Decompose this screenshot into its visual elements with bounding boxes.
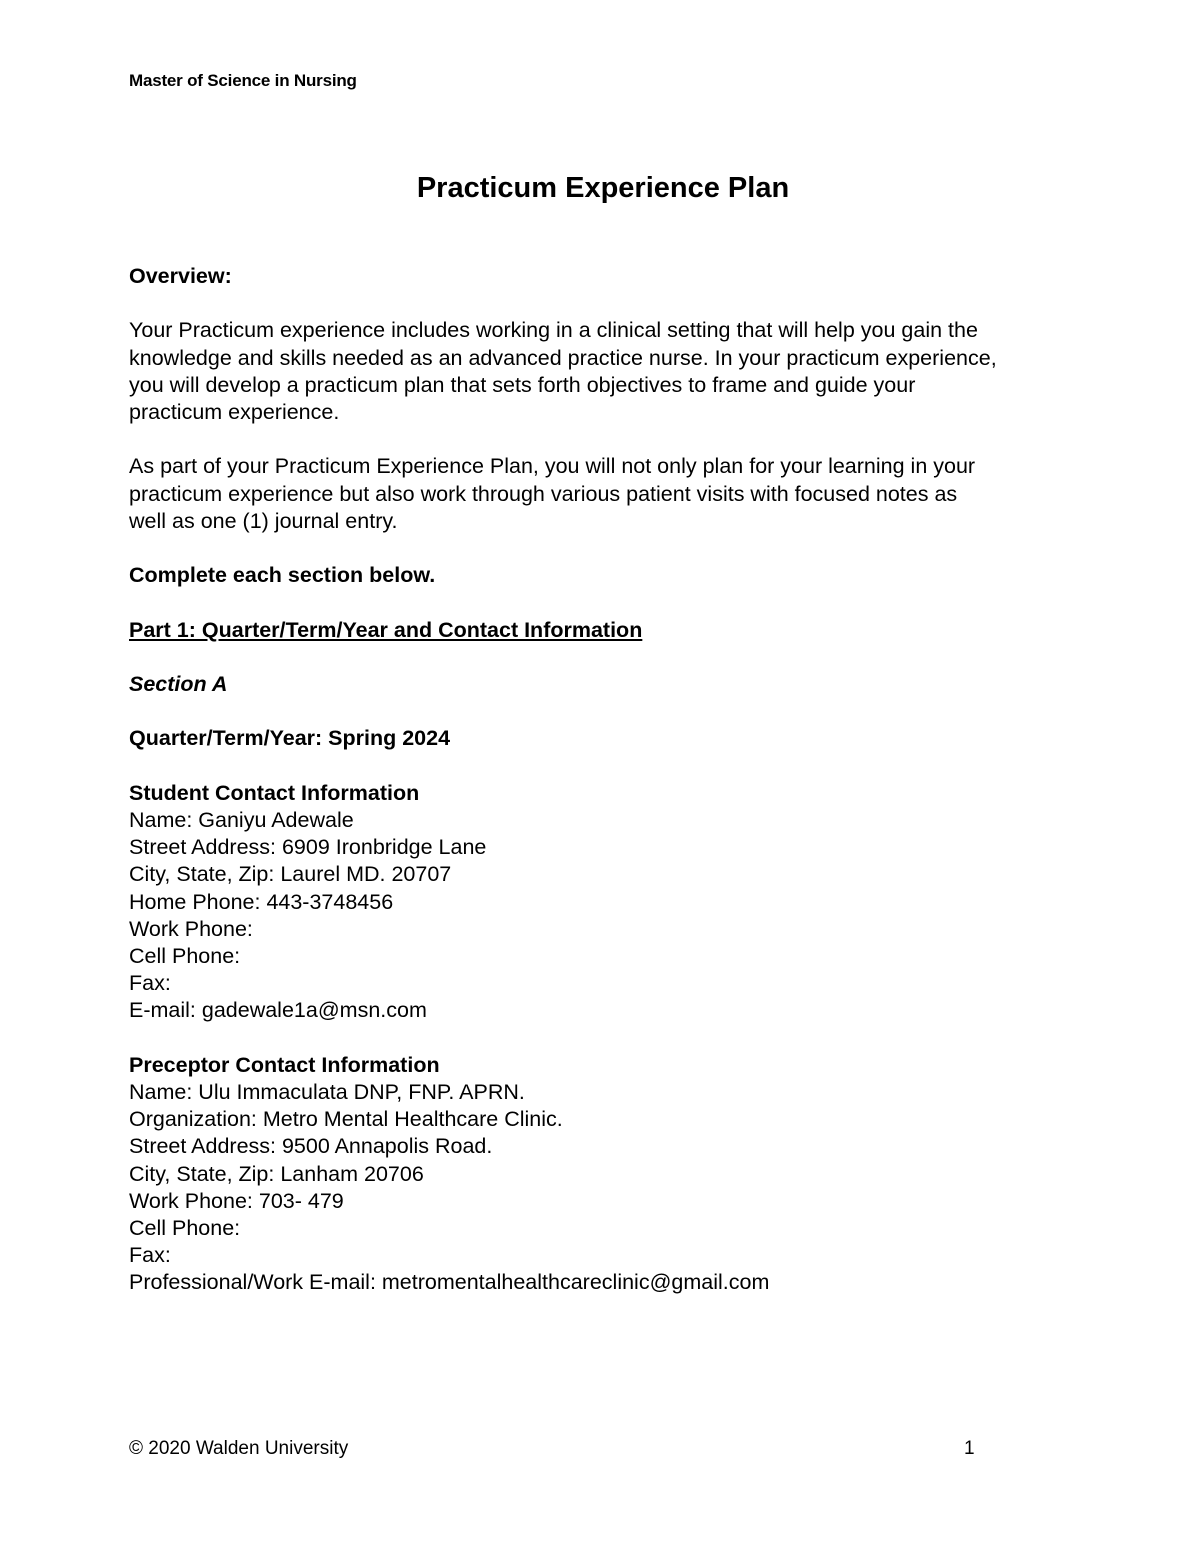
preceptor-fax: Fax: [129,1243,171,1268]
student-name: Name: Ganiyu Adewale [129,807,354,832]
student-work-phone: Work Phone: [129,916,253,941]
student-fax: Fax: [129,971,171,996]
student-contact-heading: Student Contact Information [129,780,420,805]
preceptor-city-state-zip: City, State, Zip: Lanham 20706 [129,1161,424,1186]
text-line: practicum experience but also work through various patient visits with focused notes as [129,481,958,506]
text-line: As part of your Practicum Experience Plan, you will not only plan for your learning in your [129,454,976,479]
student-cell-phone: Cell Phone: [129,943,241,968]
preceptor-contact-block [129,1052,1089,1297]
preceptor-contact-heading: Preceptor Contact Information [129,1052,440,1077]
footer-page-number: 1 [964,1438,975,1459]
student-street-address: Street Address: 6909 Ironbridge Lane [129,835,487,860]
text-line: well as one (1) journal entry. [129,508,398,533]
text-line: you will develop a practicum plan that sets forth objectives to frame and guide your [129,372,916,397]
overview-paragraph-2 [129,453,1089,535]
preceptor-work-phone: Work Phone: 703- 479 [129,1188,344,1213]
student-contact-block [129,780,1089,1025]
part1-heading: Part 1: Quarter/Term/Year and Contact Information [129,617,643,642]
preceptor-email: Professional/Work E-mail: metromentalhealthcareclinic@gmail.com [129,1270,770,1295]
student-home-phone: Home Phone: 443-3748456 [129,889,394,914]
student-city-state-zip: City, State, Zip: Laurel MD. 20707 [129,862,452,887]
preceptor-name: Name: Ulu Immaculata DNP, FNP. APRN. [129,1079,525,1104]
preceptor-cell-phone: Cell Phone: [129,1215,241,1240]
student-email: E-mail: gadewale1a@msn.com [129,998,427,1023]
footer-copyright: © 2020 Walden University [129,1438,349,1459]
overview-paragraph-1 [129,317,1089,426]
text-line: knowledge and skills needed as an advanced practice nurse. In your practicum experience, [129,345,997,370]
document-header: Master of Science in Nursing [129,71,357,90]
document-body [129,263,1089,1297]
instruction-text: Complete each section below. [129,563,436,588]
section-a-heading: Section A [129,671,228,696]
text-line: practicum experience. [129,400,340,424]
term-line: Quarter/Term/Year: Spring 2024 [129,726,451,751]
overview-heading: Overview: [129,264,232,288]
preceptor-street-address: Street Address: 9500 Annapolis Road. [129,1134,493,1159]
preceptor-organization: Organization: Metro Mental Healthcare Clinic. [129,1107,563,1132]
text-line: Your Practicum experience includes working in a clinical setting that will help you gain the [129,318,978,343]
document-title: Practicum Experience Plan [416,172,790,204]
